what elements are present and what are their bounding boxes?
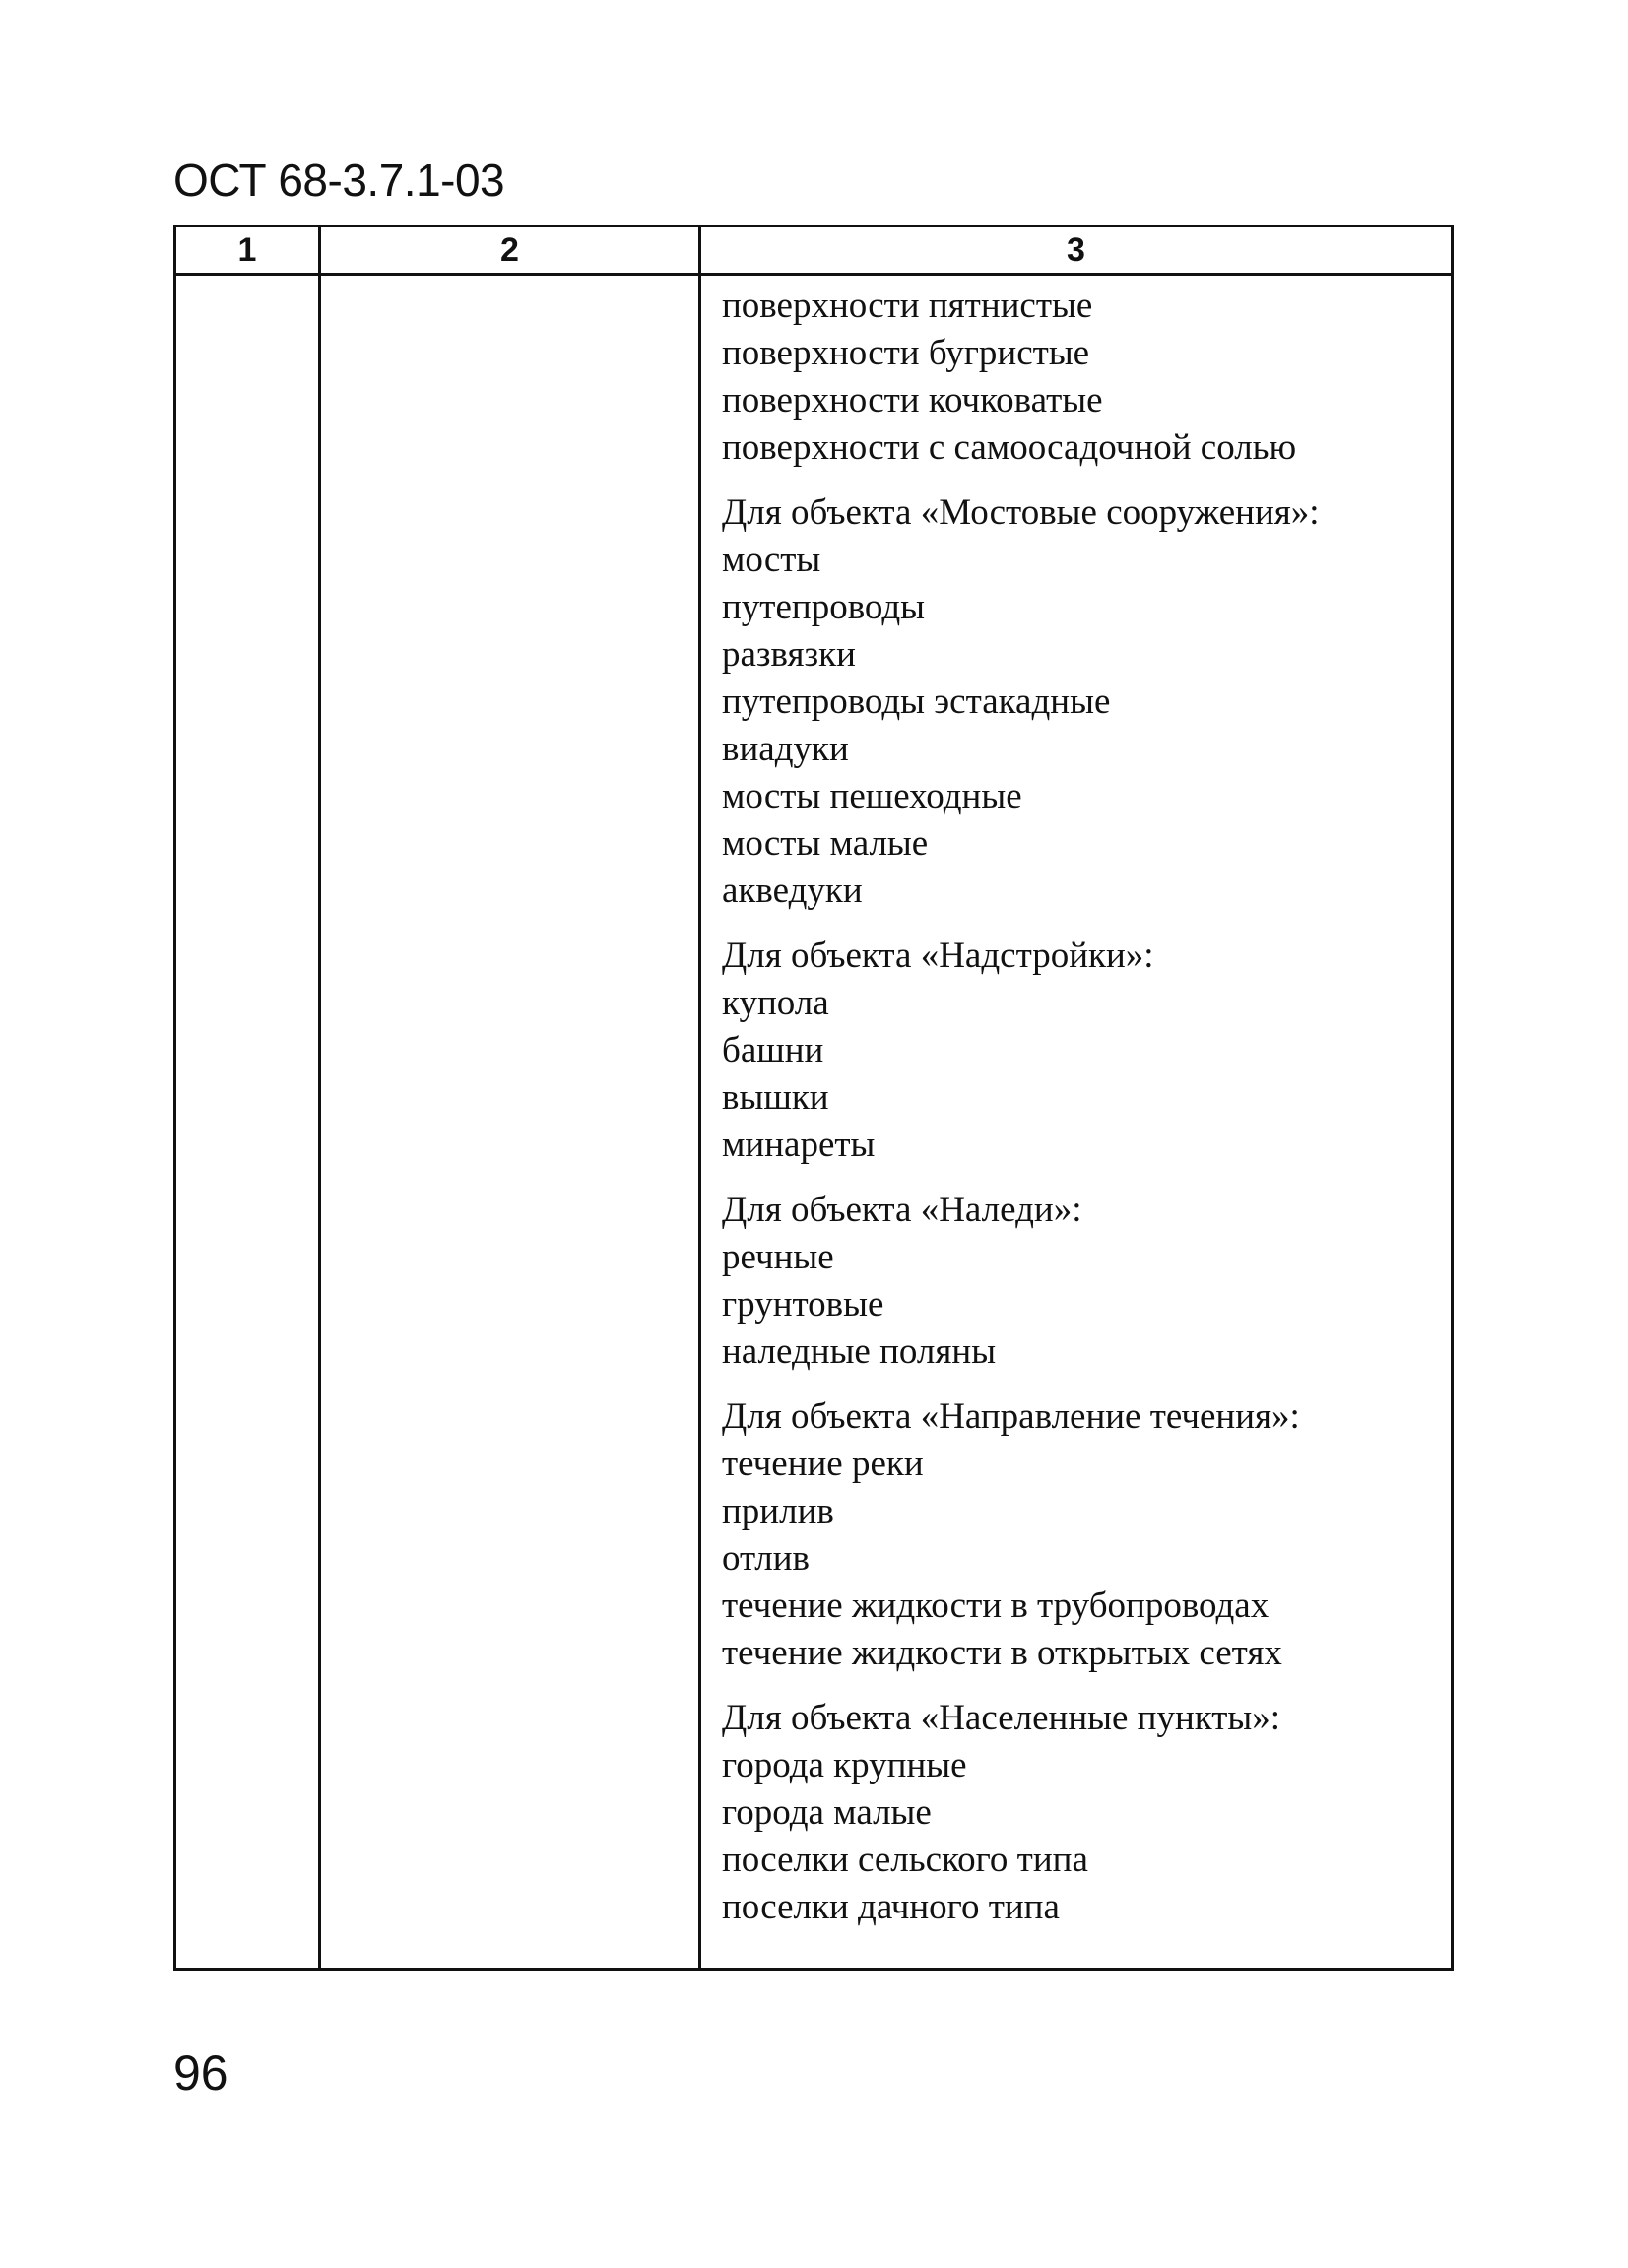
- list-item: грунтовые: [722, 1284, 884, 1325]
- list-item: города крупные: [722, 1745, 967, 1785]
- list-item: путепроводы эстакадные: [722, 681, 1111, 722]
- list-item: купола: [722, 983, 829, 1023]
- column-3-content: [722, 283, 1431, 1949]
- object-group: [722, 1695, 1431, 1931]
- column-header-3: 3: [1067, 230, 1085, 269]
- object-group: [722, 933, 1431, 1169]
- group-heading: Для объекта «Населенные пункты»:: [722, 1698, 1281, 1738]
- list-item: отлив: [722, 1538, 810, 1579]
- list-item: поверхности бугристые: [722, 333, 1090, 373]
- list-item: поселки дачного типа: [722, 1887, 1060, 1927]
- list-item: речные: [722, 1237, 834, 1277]
- group-heading: Для объекта «Направление течения»:: [722, 1396, 1300, 1437]
- header-divider: [176, 273, 1451, 276]
- object-group: [722, 1187, 1431, 1376]
- list-item: мосты пешеходные: [722, 776, 1022, 816]
- column-header-1: 1: [237, 230, 257, 269]
- list-item: поверхности кочковатые: [722, 380, 1103, 421]
- list-item: виадуки: [722, 729, 849, 769]
- object-group: [722, 489, 1431, 915]
- group-heading: Для объекта «Наледи»:: [722, 1190, 1082, 1230]
- document-code: ОСТ 68-3.7.1-03: [173, 155, 505, 206]
- list-item: поверхности пятнистые: [722, 286, 1093, 326]
- list-item: мосты: [722, 540, 821, 580]
- list-item: акведуки: [722, 871, 863, 911]
- list-item: минареты: [722, 1125, 876, 1165]
- classification-table: [173, 225, 1454, 1971]
- list-item: прилив: [722, 1491, 834, 1531]
- column-divider: [698, 227, 701, 1968]
- list-item: течение жидкости в открытых сетях: [722, 1633, 1282, 1673]
- list-item: течение реки: [722, 1444, 924, 1484]
- group-heading: Для объекта «Надстройки»:: [722, 936, 1154, 976]
- object-group: [722, 1393, 1431, 1677]
- list-item: путепроводы: [722, 587, 926, 627]
- list-item: мосты малые: [722, 823, 929, 864]
- list-item: вышки: [722, 1077, 829, 1118]
- list-item: поверхности с самоосадочной солью: [722, 427, 1297, 468]
- list-item: наледные поляны: [722, 1331, 997, 1372]
- page-number: 96: [173, 2045, 228, 2101]
- list-item: башни: [722, 1030, 824, 1070]
- object-group: [722, 283, 1431, 472]
- column-header-2: 2: [500, 230, 519, 269]
- list-item: поселки сельского типа: [722, 1840, 1088, 1880]
- list-item: города малые: [722, 1792, 932, 1833]
- list-item: течение жидкости в трубопроводах: [722, 1586, 1270, 1626]
- column-divider: [318, 227, 321, 1968]
- list-item: развязки: [722, 634, 856, 675]
- group-heading: Для объекта «Мостовые сооружения»:: [722, 492, 1320, 533]
